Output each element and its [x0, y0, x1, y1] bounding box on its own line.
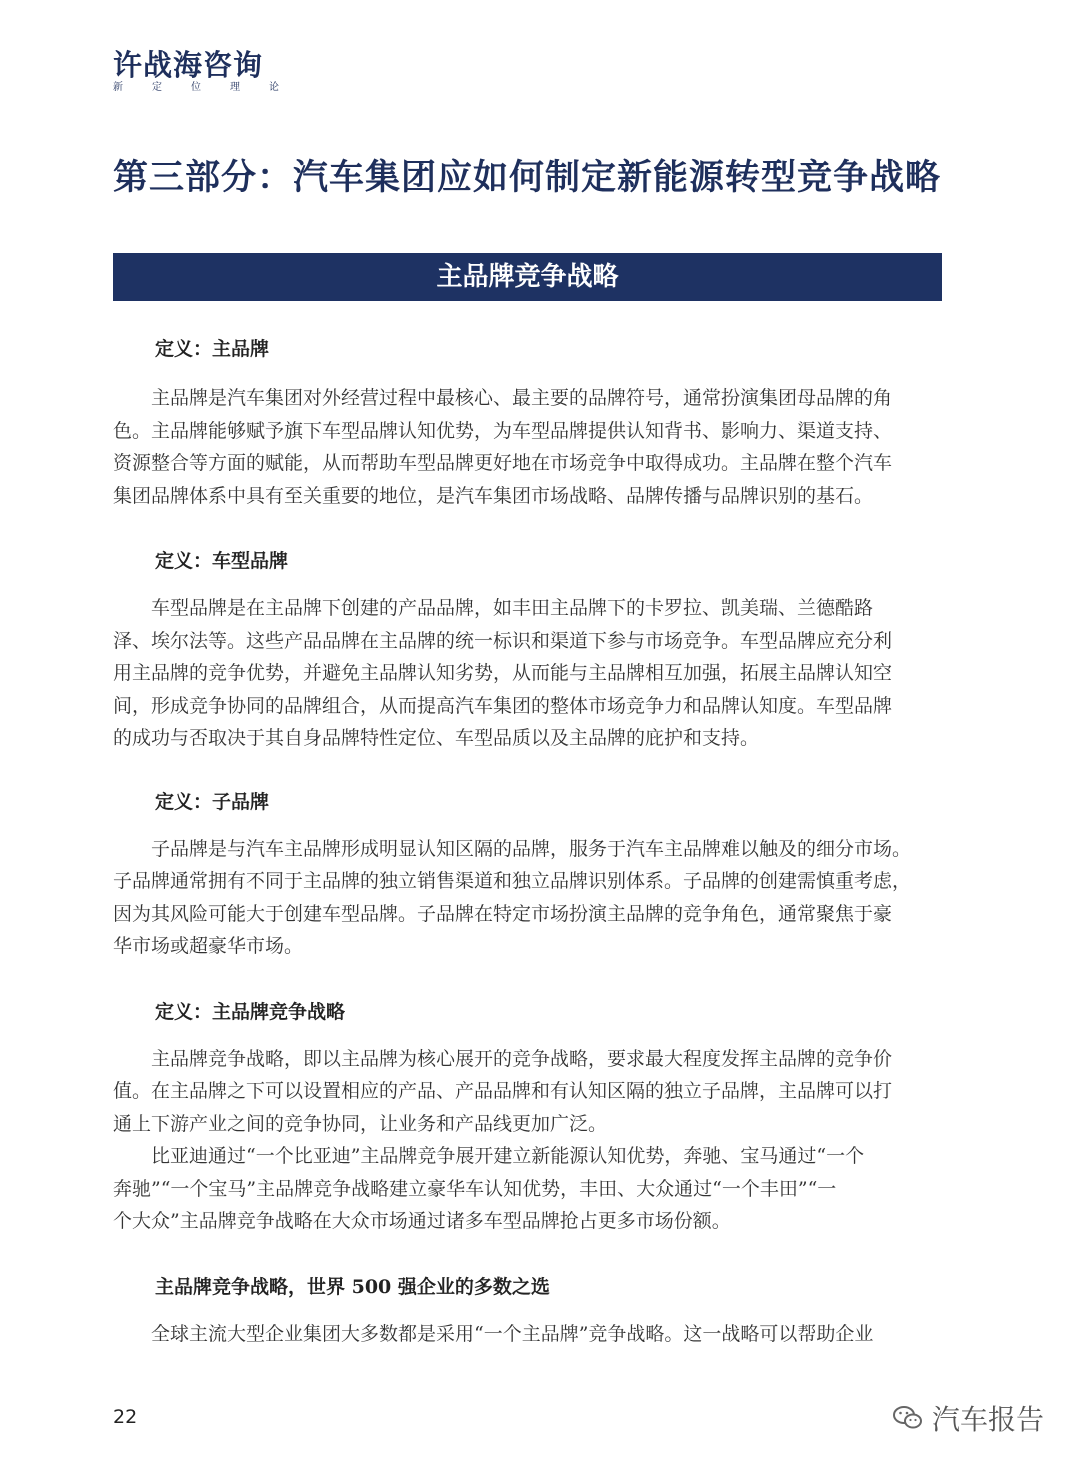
- paragraph-line: 的成功与否取决于其自身品牌特性定位、车型品质以及主品牌的庇护和支持。: [113, 727, 760, 749]
- paragraph-line: 车型品牌是在主品牌下创建的产品品牌，如丰田主品牌下的卡罗拉、凯美瑞、兰德酷路: [151, 597, 874, 619]
- paragraph-line: 个大众”主品牌竞争战略在大众市场通过诸多车型品牌抢占更多市场份额。: [113, 1210, 731, 1232]
- section-banner: 主品牌竞争战略: [113, 253, 942, 301]
- paragraph-line: 因为其风险可能大于创建车型品牌。子品牌在特定市场扮演主品牌的竞争角色，通常聚焦于豪: [113, 902, 893, 925]
- paragraph-line: 通上下游产业之间的竞争协同，让业务和产品线更加广泛。: [113, 1112, 608, 1135]
- watermark: [892, 1398, 1044, 1438]
- wechat-icon: [892, 1404, 924, 1432]
- paragraph: [113, 1140, 943, 1238]
- brand-name: 许战海咨询: [113, 48, 264, 82]
- paragraph: [113, 1318, 943, 1351]
- watermark-text: 汽车报告: [931, 1403, 1044, 1436]
- paragraph-line: 奔驰”“一个宝马”主品牌竞争战略建立豪华车认知优势，丰田、大众通过“一个丰田”“一: [113, 1177, 837, 1200]
- paragraph: [113, 592, 943, 755]
- paragraph-line: 子品牌通常拥有不同于主品牌的独立销售渠道和独立品牌识别体系。子品牌的创建需慎重考虑，: [113, 870, 912, 892]
- paragraph-line: 资源整合等方面的赋能，从而帮助车型品牌更好地在市场竞争中取得成功。主品牌在整个汽车: [113, 452, 893, 474]
- paragraph-line: 比亚迪通过“一个比亚迪”主品牌竞争展开建立新能源认知优势，奔驰、宝马通过“一个: [151, 1145, 865, 1167]
- paragraph: [113, 833, 943, 963]
- page-number: 22: [113, 1406, 138, 1428]
- section-heading: 定义：子品牌: [155, 790, 270, 813]
- brand-logo: [113, 48, 308, 94]
- paragraph-line: 值。在主品牌之下可以设置相应的产品、产品品牌和有认知区隔的独立子品牌，主品牌可以打: [113, 1080, 893, 1102]
- paragraph-line: 子品牌是与汽车主品牌形成明显认知区隔的品牌，服务于汽车主品牌难以触及的细分市场。: [151, 837, 912, 860]
- section-heading: 主品牌竞争战略，世界 500 强企业的多数之选: [155, 1275, 550, 1298]
- paragraph-line: 集团品牌体系中具有至关重要的地位，是汽车集团市场战略、品牌传播与品牌识别的基石。: [113, 484, 874, 507]
- paragraph-line: 间，形成竞争协同的品牌组合，从而提高汽车集团的整体市场竞争力和品牌认知度。车型品牌: [113, 694, 893, 717]
- paragraph: [113, 382, 943, 512]
- paragraph-line: 华市场或超豪华市场。: [113, 935, 304, 957]
- paragraph-line: 全球主流大型企业集团大多数都是采用“一个主品牌”竞争战略。这一战略可以帮助企业: [151, 1322, 874, 1345]
- page-title: 第三部分：汽车集团应如何制定新能源转型竞争战略: [113, 158, 942, 198]
- section-heading: 定义：主品牌: [155, 338, 270, 360]
- paragraph-line: 用主品牌的竞争优势，并避免主品牌认知劣势，从而能与主品牌相互加强，拓展主品牌认知空: [113, 662, 893, 684]
- paragraph-line: 主品牌是汽车集团对外经营过程中最核心、最主要的品牌符号，通常扮演集团母品牌的角: [151, 387, 893, 409]
- section-heading: 定义：车型品牌: [155, 550, 289, 572]
- brand-tagline: 新定位理论: [113, 82, 308, 93]
- paragraph-line: 泽、埃尔法等。这些产品品牌在主品牌的统一标识和渠道下参与市场竞争。车型品牌应充分利: [113, 629, 893, 652]
- paragraph: [113, 1043, 943, 1141]
- paragraph-line: 主品牌竞争战略，即以主品牌为核心展开的竞争战略，要求最大程度发挥主品牌的竞争价: [151, 1047, 893, 1070]
- paragraph-line: 色。主品牌能够赋予旗下车型品牌认知优势，为车型品牌提供认知背书、影响力、渠道支持、: [113, 419, 893, 442]
- article-body: [113, 332, 943, 1350]
- section-heading: 定义：主品牌竞争战略: [155, 1000, 346, 1023]
